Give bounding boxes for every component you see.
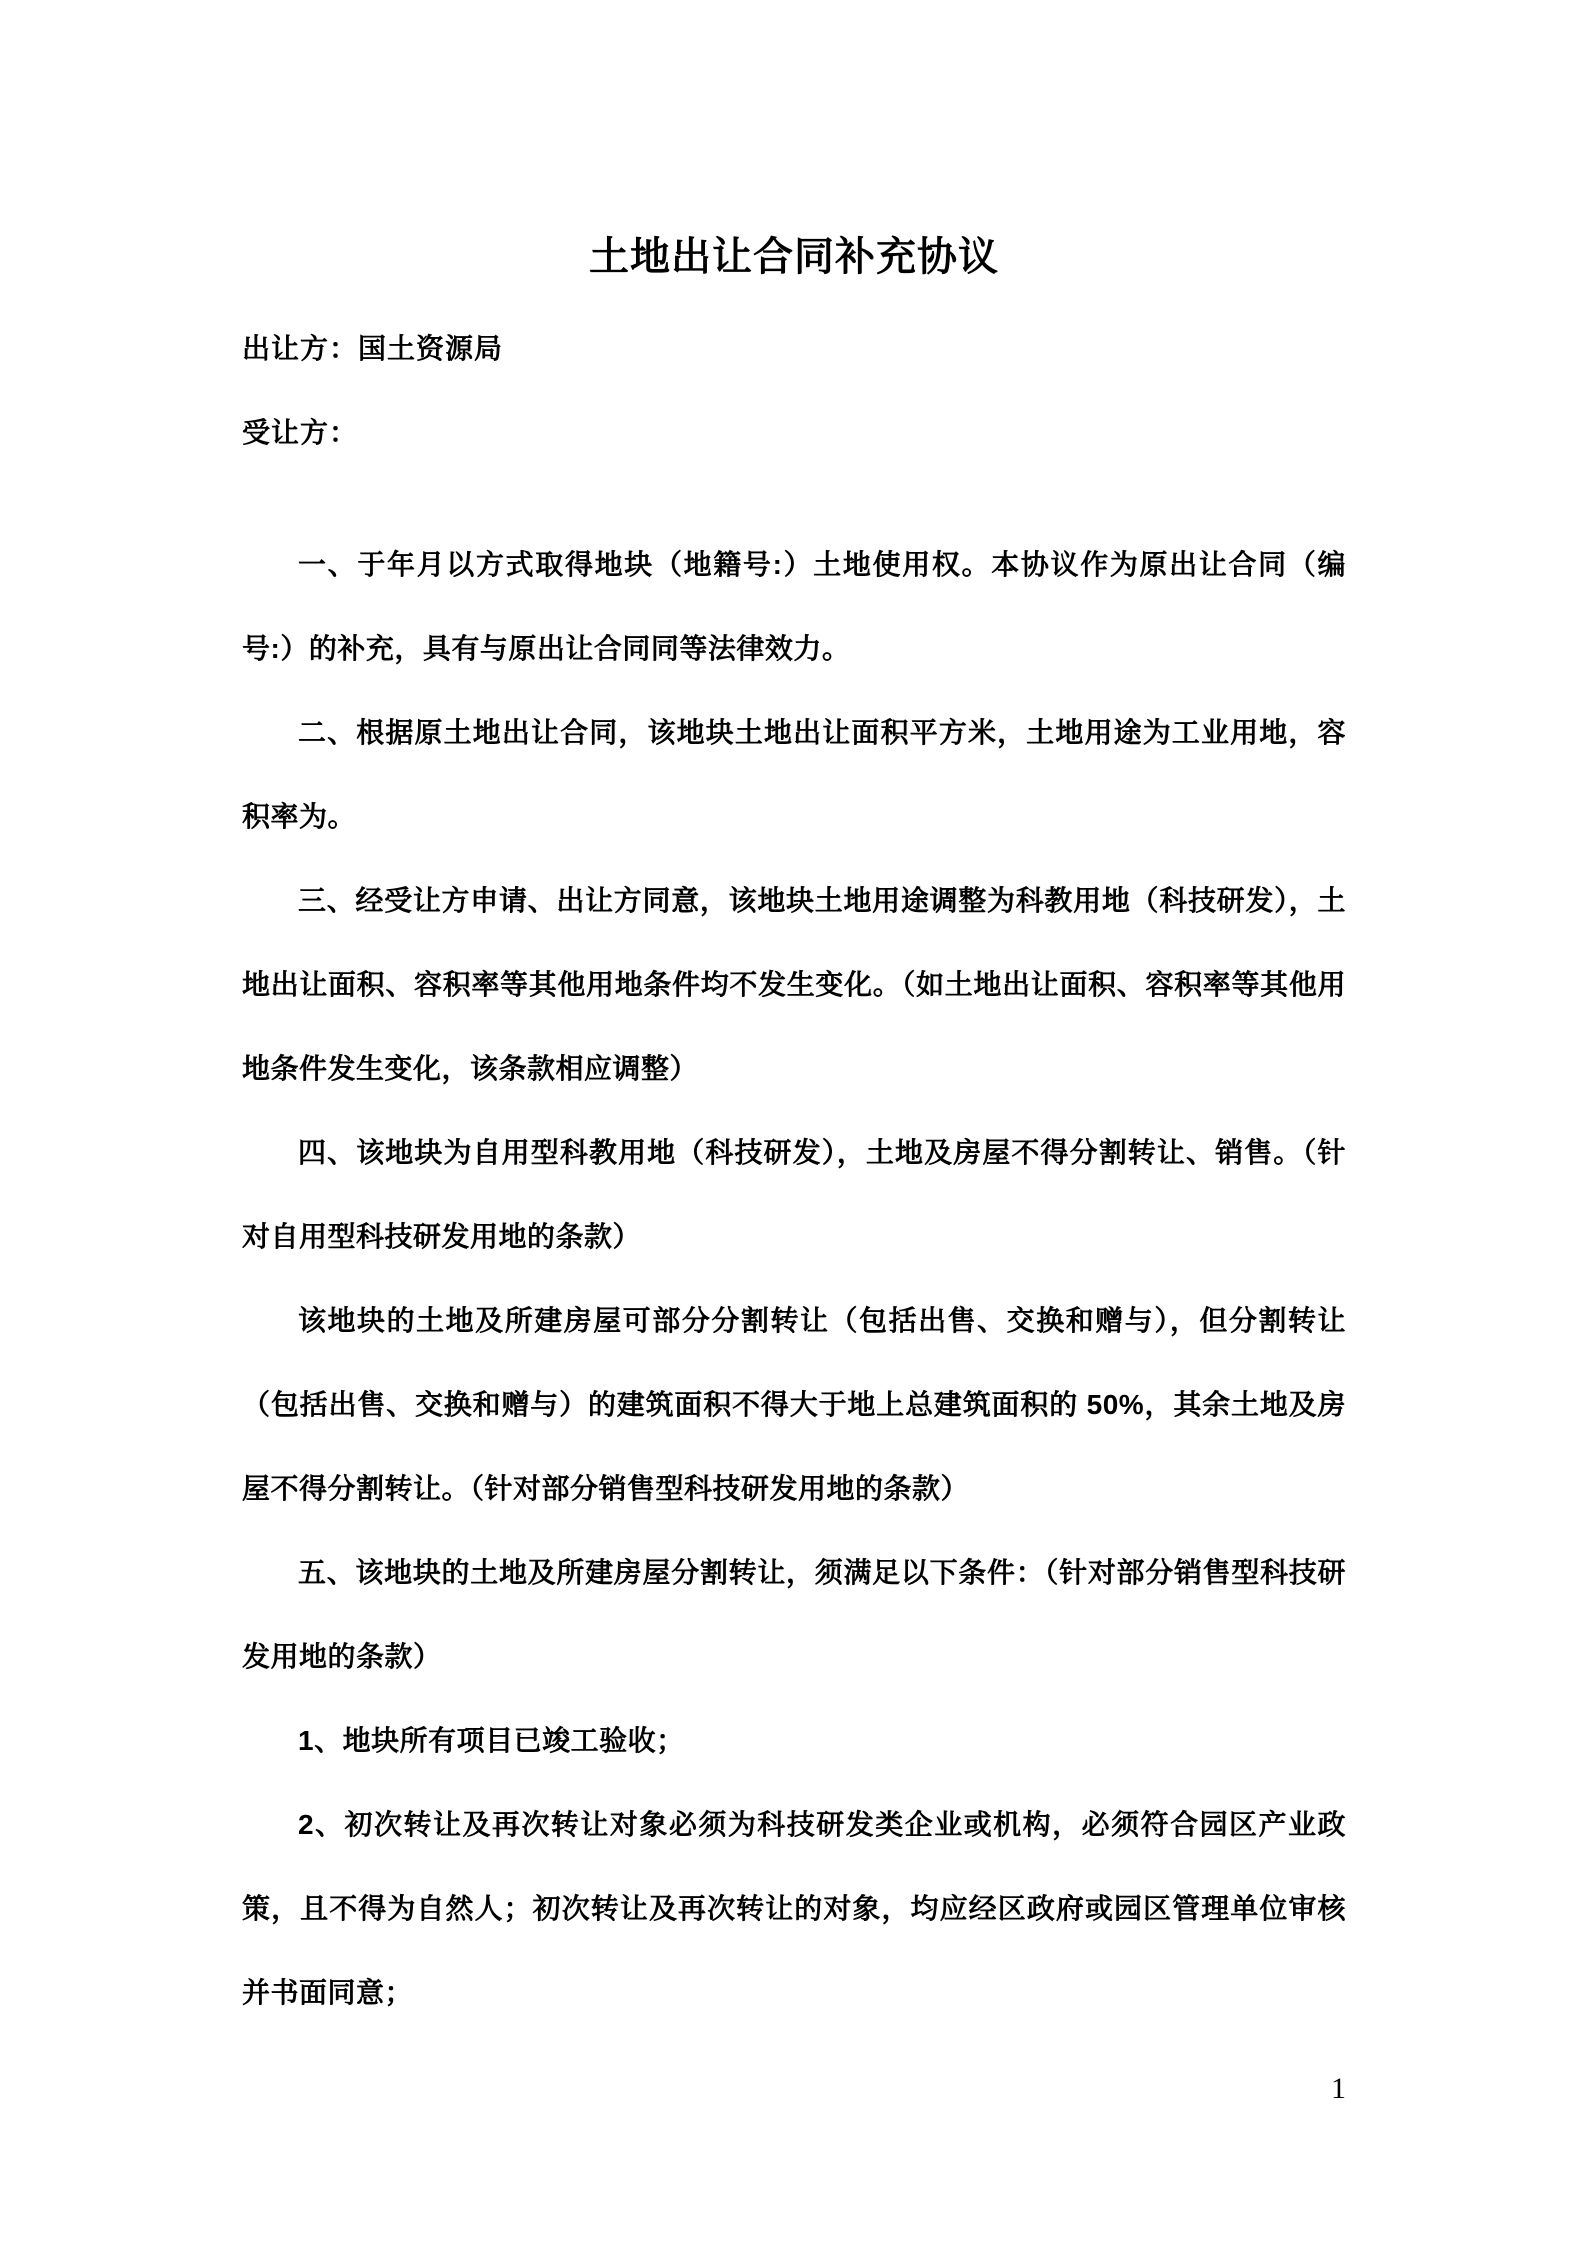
document-title: 土地出让合同补充协议 (589, 235, 999, 279)
contract-paragraph-6: 五、该地块的土地及所建房屋分割转让，须满足以下条件：（针对部分销售型科技研发用地的条款） (242, 1557, 1346, 1672)
contract-paragraph-3: 三、经受让方申请、出让方同意，该地块土地用途调整为科教用地（科技研发），土地出让面积、容积率等其他用地条件均不发生变化。（如土地出让面积、容积率等其他用地条件发生变化，该条款相应调整） (242, 885, 1346, 1084)
contract-paragraph-2: 二、根据原土地出让合同，该地块土地出让面积平方米，土地用途为工业用地，容积率为。 (242, 717, 1346, 832)
page-number: 1 (1331, 2072, 1346, 2105)
contract-paragraph-5: 该地块的土地及所建房屋可部分分割转让（包括出售、交换和赠与），但分割转让（包括出售、交换和赠与）的建筑面积不得大于地上总建筑面积的 50%，其余土地及房屋不得分割转让。（针对部分销售型科技研发用地的条款） (242, 1305, 1346, 1504)
contract-paragraph-8: 2、初次转让及再次转让对象必须为科技研发类企业或机构，必须符合园区产业政策，且不得为自然人；初次转让及再次转让的对象，均应经区政府或园区管理单位审核并书面同意； (242, 1809, 1346, 2008)
contract-paragraph-4: 四、该地块为自用型科教用地（科技研发），土地及房屋不得分割转让、销售。（针对自用型科技研发用地的条款） (242, 1137, 1346, 1252)
section-gap (242, 475, 1346, 523)
party-name-transferor: 国土资源局 (358, 333, 504, 364)
contract-paragraph-7: 1、地块所有项目已竣工验收； (298, 1725, 685, 1756)
contract-paragraph-1: 一、于年月以方式取得地块（地籍号:）土地使用权。本协议作为原出让合同（编号:）的补充，具有与原出让合同同等法律效力。 (242, 549, 1346, 664)
party-line-transferor (242, 307, 1346, 391)
document-content (242, 207, 1346, 2035)
party-line-transferee (242, 391, 1346, 475)
party-role-transferor: 出让方： (242, 333, 359, 364)
party-role-transferee: 受让方： (242, 417, 359, 448)
